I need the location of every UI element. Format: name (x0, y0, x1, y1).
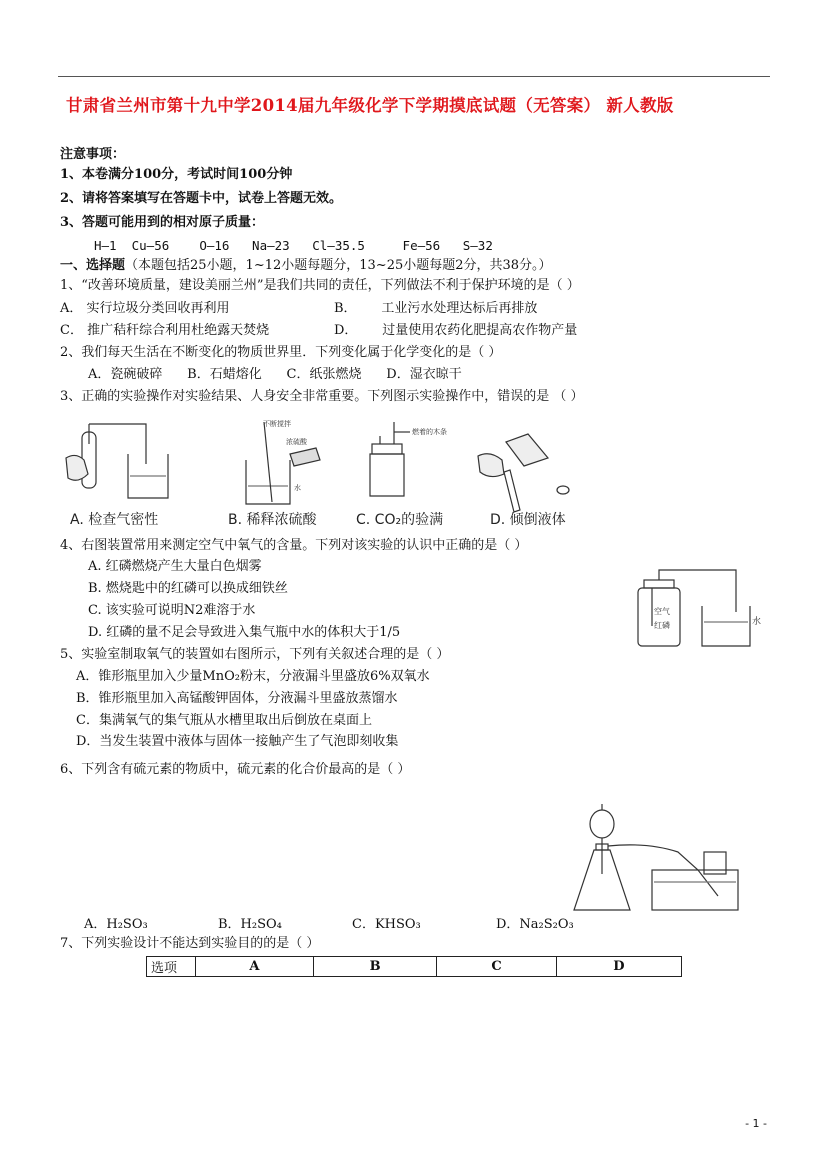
table-header-cell: D (556, 957, 681, 977)
q1-option-d: D． 过量使用农药化肥提高农作物产量 (334, 323, 578, 338)
q4-figure (632, 566, 772, 652)
q6-stem: 6、下列含有硫元素的物质中，硫元素的化合价最高的是（ ） (60, 762, 411, 777)
figure-a-airtight-check (66, 424, 168, 498)
q5-option-a: A．锥形瓶里加入少量MnO₂粉末，分液漏斗里盛放6%双氧水 (76, 669, 430, 684)
q5-oxygen-apparatus (568, 800, 744, 920)
q1-option-b: B． 工业污水处理达标后再排放 (334, 301, 538, 316)
figure-b-dilute-acid (246, 422, 320, 504)
page-number: - 1 - (745, 1117, 767, 1130)
q4-option-a: A. 红磷燃烧产生大量白色烟雾 (88, 559, 262, 574)
q6-option-a: A．H₂SO₃ (84, 917, 148, 932)
q1-option-c: C． 推广秸秆综合利用杜绝露天焚烧 (60, 323, 270, 338)
q3-caption-d: D. 倾倒液体 (490, 512, 566, 528)
label-water-q4: 水 (752, 617, 762, 627)
q5-stem: 5、实验室制取氧气的装置如右图所示，下列有关叙述合理的是（ ） (60, 647, 450, 662)
q3-caption-b: B. 稀释浓硫酸 (228, 512, 317, 528)
label-stir: 不断搅拌 (263, 420, 291, 428)
page-title: 甘肃省兰州市第十九中学2014届九年级化学下学期摸底试题（无答案） 新人教版 (66, 96, 674, 115)
q5-option-d: D．当发生装置中液体与固体一接触产生了气泡即刻收集 (76, 734, 399, 749)
q4-stem: 4、右图装置常用来测定空气中氧气的含量。下列对该实验的认识中正确的是（ ） (60, 538, 528, 553)
q3-stem: 3、正确的实验操作对实验结果、人身安全非常重要。下列图示实验操作中，错误的是 （ ） (60, 389, 584, 404)
q4-option-b: B. 燃烧匙中的红磷可以换成细铁丝 (88, 581, 288, 596)
section-1 (60, 257, 552, 275)
q5-option-b: B．锥形瓶里加入高锰酸钾固体，分液漏斗里盛放蒸馏水 (76, 691, 398, 706)
notes-heading: 注意事项： (60, 147, 126, 162)
table-header-cell: A (196, 957, 314, 977)
label-acid: 浓硫酸 (286, 438, 307, 446)
q1-option-a: A． 实行垃圾分类回收再利用 (60, 301, 230, 316)
q6-option-b: B．H₂SO₄ (218, 917, 282, 932)
q6-option-d: D．Na₂S₂O₃ (496, 917, 574, 932)
q2-options: A．瓷碗破碎 B．石蜡熔化 C．纸张燃烧 D．湿衣晾干 (88, 367, 462, 382)
q3-caption-a: A. 检查气密性 (70, 512, 159, 528)
note-3: 3、答题可能用到的相对原子质量： (60, 215, 265, 230)
note-2: 2、请将答案填写在答题卡中，试卷上答题无效。 (60, 191, 343, 206)
label-phosphorus: 红磷 (654, 621, 670, 630)
q6-option-c: C．KHSO₃ (352, 917, 421, 932)
figure-c-co2-check (370, 422, 410, 496)
section-1-desc: （本题包括25小题，1~12小题每题分，13~25小题每题2分，共38分。） (125, 258, 552, 273)
q7-table (146, 956, 682, 977)
section-1-heading: 一、选择题 (60, 258, 126, 273)
label-air: 空气 (654, 607, 670, 616)
q7-stem: 7、下列实验设计不能达到实验目的的是（ ） (60, 936, 320, 951)
q3-figures (58, 414, 658, 522)
q3-caption-c: C. CO₂的验满 (356, 512, 444, 528)
q4-option-c: C. 该实验可说明N2难溶于水 (88, 603, 256, 618)
table-header-cell: B (313, 957, 436, 977)
header-rule (58, 76, 770, 77)
table-row (147, 957, 682, 977)
q2-stem: 2、我们每天生活在不断变化的物质世界里．下列变化属于化学变化的是（ ） (60, 345, 502, 360)
note-1: 1、本卷满分100分，考试时间100分钟 (60, 167, 293, 182)
table-header-cell: C (437, 957, 556, 977)
table-header-cell: 选项 (147, 957, 196, 977)
figure-d-pour-liquid (478, 434, 569, 512)
label-water: 水 (294, 484, 301, 492)
label-splint: 燃着的木条 (412, 428, 447, 436)
atomic-masses: H—1 Cu—56 O—16 Na—23 Cl—35.5 Fe—56 S—32 (94, 238, 493, 253)
q4-option-d: D. 红磷的量不足会导致进入集气瓶中水的体积大于1/5 (88, 625, 401, 640)
q5-option-c: C．集满氧气的集气瓶从水槽里取出后倒放在桌面上 (76, 713, 372, 728)
q1-stem: 1、“改善环境质量，建设美丽兰州”是我们共同的责任，下列做法不利于保护环境的是（ ） (60, 278, 580, 293)
